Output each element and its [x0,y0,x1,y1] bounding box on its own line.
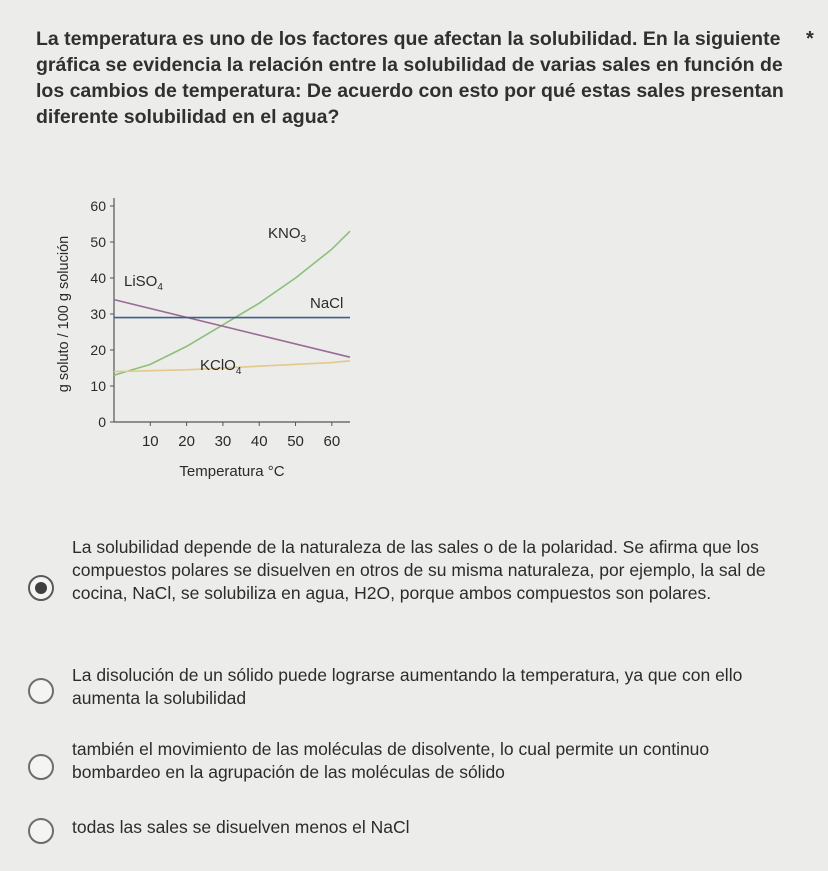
y-tick-label: 50 [90,234,106,250]
y-tick-label: 30 [90,306,106,322]
series-label-nacl: NaCl [310,295,344,312]
series-label-kno3: $KNO_3$ [268,225,307,245]
question-text: La temperatura es uno de los factores que afectan la solubilidad. En la siguiente gráfica se evidencia la relación entre la solubilidad de varias sales en función de los cambios de temperatura: De acuerdo con esto por qué estas sales presentan diferente solubilidad en el agua? [36,28,784,128]
y-tick-label: 60 [90,198,106,214]
radio-button-selected[interactable] [28,575,54,601]
radio-button[interactable] [28,818,54,844]
x-tick-label: 10 [141,433,159,450]
x-tick-label: 40 [250,433,268,450]
x-tick-label: 60 [323,433,341,450]
radio-button[interactable] [28,678,54,704]
x-tick-label: 50 [287,433,304,450]
series-label-liso4: LiSO$_4$ [124,273,163,293]
option-label: La solubilidad depende de la naturaleza de las sales o de la polaridad. Se afirma que los compuestos polares se disuelven en otros de su misma naturaleza, por ejemplo, la sal de cocina, NaCl, se solubiliza en agua, H2O, porque ambos compuestos son polares. [72,537,766,603]
option-label: La disolución de un sólido puede lograrse aumentando la temperatura, ya que con ello aumenta la solubilidad [72,665,743,708]
x-tick-label: 30 [214,433,232,450]
solubility-chart [40,180,370,500]
option-label: todas las sales se disuelven menos el NaCl [72,817,410,837]
option-label: también el movimiento de las moléculas de disolvente, lo cual permite un continuo bombardeo en la agrupación de las moléculas de sólido [72,739,710,782]
radio-button[interactable] [28,754,54,780]
x-axis-label: Temperatura °C [179,463,285,480]
x-tick-label: 20 [178,433,195,450]
y-tick-label: 20 [90,342,106,358]
y-tick-label: 40 [90,270,106,286]
y-axis-label: g soluto / 100 g solución [56,235,72,393]
radio-dot-icon [35,582,47,594]
series-label-kclo4: KClO$_4$ [200,357,242,377]
required-asterisk: * [806,28,814,50]
y-tick-label: 0 [98,414,106,430]
y-tick-label: 10 [90,378,106,394]
